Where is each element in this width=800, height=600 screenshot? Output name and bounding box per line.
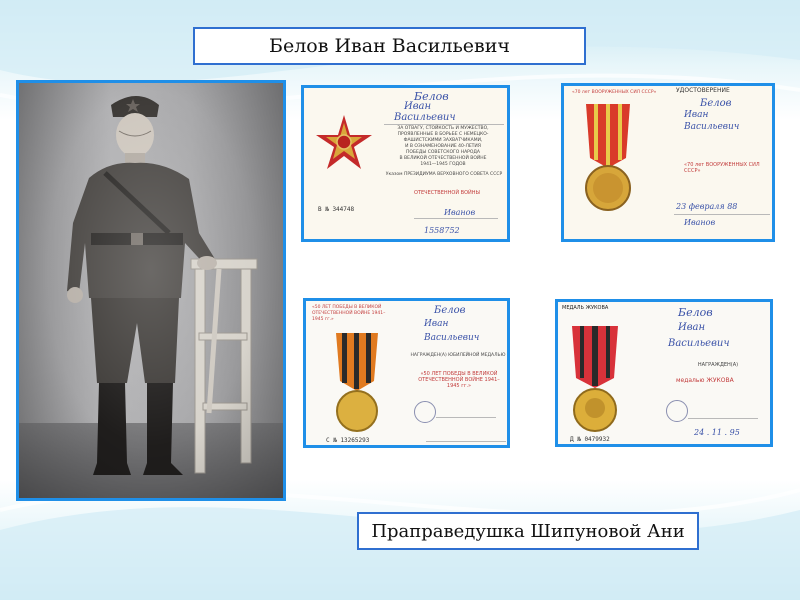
armed-forces-medal-icon [578,104,638,214]
handwritten-patronymic: Васильевич [668,338,730,349]
award-name: ОТЕЧЕСТВЕННОЙ ВОЙНЫ [414,190,480,196]
zhukov-medal-card [555,299,773,447]
handwritten-name: Иван [678,322,706,333]
handwritten-patronymic: Васильевич [684,122,740,132]
handwritten-number: 1558752 [424,226,460,235]
handwritten-surname: Белов [414,90,449,103]
signature-line [414,218,498,219]
soldier-portrait-photo [16,80,286,501]
awarded-text: НАГРАЖДЕН(А) ЮБИЛЕЙНОЙ МЕДАЛЬЮ [410,353,506,358]
handwritten-surname: Белов [434,305,466,316]
date-line [426,441,506,442]
handwritten-name: Иван [424,319,449,329]
handwritten-surname: Белов [700,98,732,109]
photo-vignette [19,83,283,498]
handwritten-date: 24 . 11 . 95 [694,428,740,437]
signature-line [436,417,496,418]
handwritten-surname: Белов [678,306,713,319]
handwritten-patronymic: Васильевич [424,333,480,343]
victory-jubilee-medal-card [303,298,510,448]
handwritten-name: Иван [404,101,432,112]
awarded-text: НАГРАЖДЕН(А) [697,362,739,368]
caption-box [357,512,699,550]
signature-line [688,418,758,419]
zhukov-medal-icon [566,326,624,436]
handwritten-patronymic: Васильевич [394,112,456,123]
medal-name: «70 лет ВООРУЖЕННЫХ СИЛ СССР» [684,162,760,174]
official-stamp [414,401,436,423]
medal-name: «50 ЛЕТ ПОБЕДЫ В ВЕЛИКОЙ ОТЕЧЕСТВЕННОЙ ВОЙНЕ 1941–1945 гг.» [418,371,500,389]
armed-forces-medal-card [561,83,775,242]
handwritten-name: Иван [684,110,709,120]
medal-name: медалью ЖУКОВА [676,377,734,384]
handwritten-signature: Иванов [444,208,476,217]
zhukov-serial: Д № 0479932 [570,436,610,443]
decree-text: Указом ПРЕЗИДИУМА ВЕРХОВНОГО СОВЕТА СССР [385,172,503,177]
medal-header: «50 ЛЕТ ПОБЕДЫ В ВЕЛИКОЙ ОТЕЧЕСТВЕННОЙ ВОЙНЕ 1941–1945 гг.» [312,305,386,322]
medal-header: МЕДАЛЬ ЖУКОВА [562,305,609,311]
handwritten-date: 23 февраля 88 [676,202,738,211]
victory-serial: С № 13265293 [326,437,370,444]
order-certificate-card [301,85,510,242]
divider-line [384,124,504,125]
certificate-label: УДОСТОВЕРЕНИЕ [676,87,730,94]
order-star-icon [314,113,374,173]
victory-medal-icon [330,333,384,433]
order-heading-text: ЗА ОТВАГУ, СТОЙКОСТЬ И МУЖЕСТВО, ПРОЯВЛЕННЫЕ В БОРЬБЕ С НЕМЕЦКО- ФАШИСТСКИМИ ЗАХВАТЧИКАМИ, И В ОЗНАМЕНОВАНИЕ 40-ЛЕТИЯ ПОБЕДЫ СОВЕТСКОГО НАРОДА В ВЕЛИКОЙ ОТЕЧЕСТВЕННОЙ ВОЙНЕ 1941—1945 ГОДОВ [397,126,489,167]
slide-caption: Праправедушка Шипуновой Ани [371,520,685,542]
slide-title: Белов Иван Васильевич [269,35,510,57]
medal-header: «70 лет ВООРУЖЕННЫХ СИЛ СССР» [572,90,657,95]
title-box [193,27,586,65]
official-stamp [666,400,688,422]
signature-line [674,214,770,215]
handwritten-signature: Иванов [684,218,716,227]
order-serial: В № 344748 [318,206,355,213]
